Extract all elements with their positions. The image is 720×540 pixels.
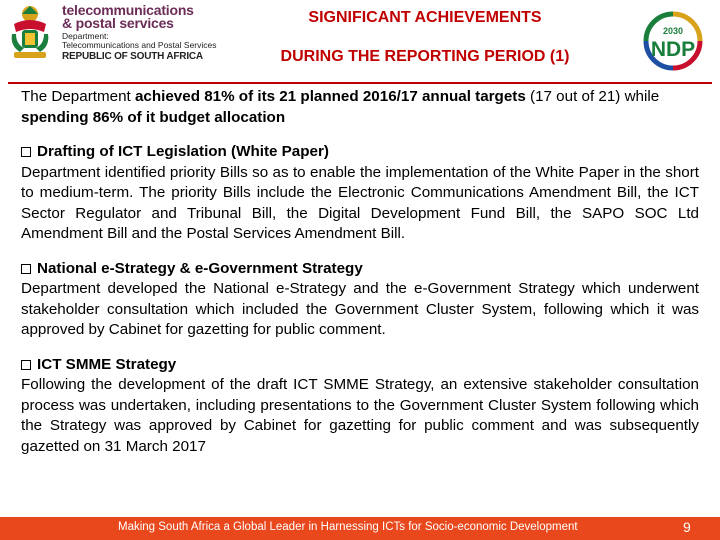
department-logo <box>4 2 244 66</box>
section-heading: National e-Strategy & e-Government Strategy <box>37 259 363 277</box>
slide-footer <box>0 517 720 540</box>
ndp-logo <box>638 6 708 74</box>
slide-title-line2: DURING THE REPORTING PERIOD (1) <box>280 48 570 65</box>
footer-slogan: Making South Africa a Global Leader in Harnessing ICTs for Socio-economic Development <box>118 521 578 533</box>
section-body: Following the development of the draft ICT SMME Strategy, an extensive stakeholder consultation process was undertaken, including presentations to the Government Cluster System following which the Strategy was approved by Cabinet for gazetting for public comment and was subsequently gazetted on 31 March 2017 <box>21 376 699 455</box>
section-ict-smme <box>21 355 699 458</box>
slide-header <box>0 0 720 82</box>
section-e-strategy <box>21 259 699 341</box>
header-divider <box>8 82 712 84</box>
page-number: 9 <box>683 519 691 535</box>
coat-of-arms-icon <box>4 2 56 62</box>
intro-paragraph <box>21 87 699 128</box>
logo-line1: telecommunications <box>62 2 194 18</box>
checkbox-bullet-icon <box>21 360 31 370</box>
slide-body <box>21 87 699 457</box>
section-heading: Drafting of ICT Legislation (White Paper) <box>37 143 329 160</box>
intro-emphasis-targets: achieved 81% of its 21 planned 2016/17 annual targets <box>134 88 526 105</box>
slide-title-line1: SIGNIFICANT ACHIEVEMENTS <box>308 9 542 26</box>
logo-line3: Department: <box>62 31 109 41</box>
checkbox-bullet-icon <box>21 264 31 274</box>
logo-line5: REPUBLIC OF SOUTH AFRICA <box>62 51 203 62</box>
section-body: Department developed the National e-Strategy and the e-Government Strategy which underwent stakeholder consultation which included the Government Cluster System, following which it was approved by Cabinet for gazetting for public comment. <box>21 280 699 338</box>
intro-text-1: The Department <box>21 88 135 105</box>
ndp-text: NDP <box>650 38 696 61</box>
section-ict-legislation <box>21 142 699 245</box>
section-body: Department identified priority Bills so as to enable the implementation of the White Paper in the short to medium-term. The priority Bills include the Electronic Communications Amendment Bill, the ICT Sector Regulator and Tribunal Bill, the Digital Development Fund Bill, the SAPO SOC Ltd Amendment Bill and the Postal Services Amendment Bill. <box>21 163 699 242</box>
checkbox-bullet-icon <box>21 147 31 157</box>
intro-text-2: (17 out of 21) while <box>525 88 660 105</box>
logo-line2: & postal services <box>62 15 174 31</box>
intro-emphasis-budget: spending 86% of it budget allocation <box>21 108 286 126</box>
ndp-year: 2030 <box>662 26 684 36</box>
section-heading: ICT SMME Strategy <box>37 355 177 373</box>
logo-line4: Telecommunications and Postal Services <box>62 40 217 50</box>
